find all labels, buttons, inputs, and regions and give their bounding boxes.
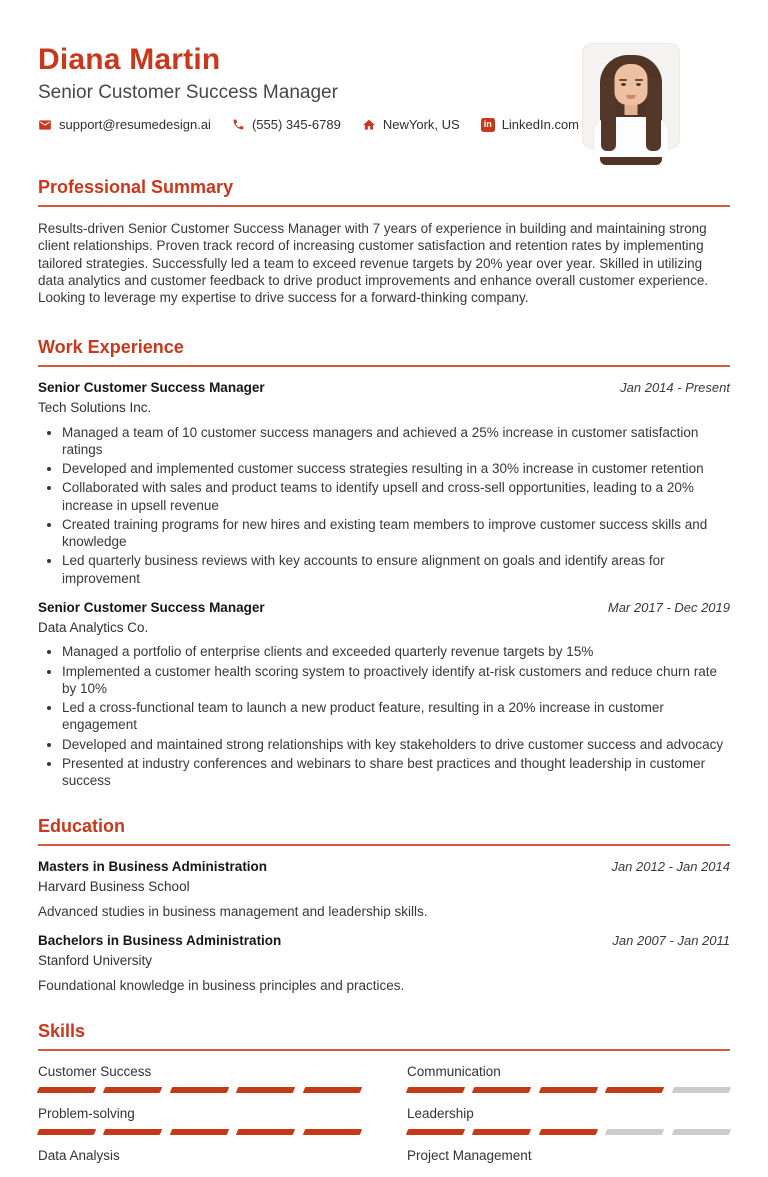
education-entry	[38, 933, 730, 994]
work-entry	[38, 600, 730, 790]
work-entry	[38, 380, 730, 587]
section-divider	[38, 365, 730, 367]
education-description: Foundational knowledge in business principles and practices.	[38, 977, 405, 993]
mail-icon	[38, 118, 52, 132]
section-professional-summary	[38, 177, 730, 306]
job-bullet: • Created training programs for new hires and existing team members to improve customer success skills and knowledge	[62, 516, 730, 551]
profile-photo	[582, 43, 680, 149]
school-name: Harvard Business School	[38, 879, 190, 895]
skill-level-bar	[407, 1087, 730, 1093]
skill-label: Communication	[407, 1063, 501, 1079]
skill-label: Leadership	[407, 1105, 474, 1121]
skill-level-bar	[407, 1171, 730, 1177]
job-bullet: • Presented at industry conferences and webinars to share best practices and thought leadership in customer success	[62, 755, 730, 790]
job-title: Senior Customer Success Manager	[38, 599, 265, 615]
degree-title: Masters in Business Administration	[38, 859, 268, 875]
skill-item	[407, 1148, 730, 1177]
job-bullet: • Developed and implemented customer success strategies resulting in a 30% increase in customer retention	[62, 460, 730, 477]
contact-phone-text: (555) 345-6789	[251, 117, 341, 133]
job-title: Senior Customer Success Manager	[38, 380, 265, 396]
skill-item	[407, 1106, 730, 1135]
resume-header	[38, 0, 730, 132]
job-company: Tech Solutions Inc.	[38, 399, 152, 415]
section-work-experience	[38, 337, 730, 789]
skill-label: Project Management	[407, 1147, 532, 1163]
skill-level-bar	[38, 1087, 361, 1093]
job-bullet: • Led a cross-functional team to launch a new product feature, resulting in a 20% increase in customer engagement	[62, 699, 730, 734]
contact-email[interactable]	[38, 117, 211, 132]
skills-grid	[38, 1064, 730, 1177]
education-dates: Jan 2007 - Jan 2011	[612, 933, 730, 949]
school-name: Stanford University	[38, 952, 153, 968]
candidate-title: Senior Customer Success Manager	[38, 82, 338, 104]
contact-phone[interactable]	[232, 117, 341, 132]
contact-location-text: NewYork, US	[382, 117, 460, 133]
skill-label: Data Analysis	[38, 1147, 120, 1163]
job-company: Data Analytics Co.	[38, 619, 149, 635]
summary-heading: Professional Summary	[38, 177, 234, 198]
phone-icon	[232, 118, 245, 131]
skill-item	[38, 1064, 361, 1093]
job-dates: Mar 2017 - Dec 2019	[607, 599, 730, 615]
contact-email-text: support@resumedesign.ai	[59, 117, 211, 133]
education-entry	[38, 859, 730, 920]
section-skills	[38, 1021, 730, 1177]
contact-location	[362, 117, 460, 132]
candidate-name: Diana Martin	[38, 43, 221, 76]
section-education	[38, 816, 730, 994]
contact-linkedin[interactable]	[481, 117, 579, 132]
education-dates: Jan 2012 - Jan 2014	[611, 859, 730, 875]
home-icon	[362, 118, 376, 132]
job-bullet-list	[38, 424, 730, 587]
job-bullet: • Developed and maintained strong relationships with key stakeholders to drive customer success and advocacy	[62, 736, 730, 753]
job-bullet: • Led quarterly business reviews with key accounts to ensure alignment on goals and identify areas for improvement	[62, 552, 730, 587]
linkedin-icon: in	[481, 118, 495, 132]
education-description: Advanced studies in business management and leadership skills.	[38, 903, 428, 919]
skill-item	[38, 1148, 361, 1177]
job-bullet-list	[38, 643, 730, 789]
skills-heading: Skills	[38, 1021, 86, 1042]
job-bullet: • Managed a portfolio of enterprise clients and exceeded quarterly revenue targets by 15%	[62, 643, 730, 660]
skill-level-bar	[38, 1171, 361, 1177]
contact-linkedin-text: LinkedIn.com	[501, 117, 580, 133]
section-divider	[38, 1049, 730, 1051]
skill-item	[407, 1064, 730, 1093]
skill-level-bar	[38, 1129, 361, 1135]
summary-text: Results-driven Senior Customer Success Manager with 7 years of experience in building and maintaining strong client relationships. Proven track record of increasing customer satisfaction and retention rates by implementing tailored strategies. Successfully led a team to exceed revenue targets by 20% year over year. Skilled in utilizing data analytics and customer feedback to drive product improvements and enhance overall customer experience. Looking to leverage my expertise to drive success for a forward-thinking company.	[38, 221, 709, 306]
skill-label: Problem-solving	[38, 1105, 135, 1121]
work-heading: Work Experience	[38, 337, 184, 358]
section-divider	[38, 205, 730, 207]
job-bullet: • Collaborated with sales and product teams to identify upsell and cross-sell opportunities, leading to a 20% increase in upsell revenue	[62, 479, 730, 514]
degree-title: Bachelors in Business Administration	[38, 933, 282, 949]
skill-item	[38, 1106, 361, 1135]
section-divider	[38, 844, 730, 846]
job-bullet: • Managed a team of 10 customer success managers and achieved a 25% increase in customer satisfaction ratings	[62, 424, 730, 459]
job-dates: Jan 2014 - Present	[620, 380, 730, 396]
job-bullet: • Implemented a customer health scoring system to proactively identify at-risk customers and reduce churn rate by 10%	[62, 663, 730, 698]
skill-level-bar	[407, 1129, 730, 1135]
education-heading: Education	[38, 816, 126, 837]
skill-label: Customer Success	[38, 1063, 152, 1079]
